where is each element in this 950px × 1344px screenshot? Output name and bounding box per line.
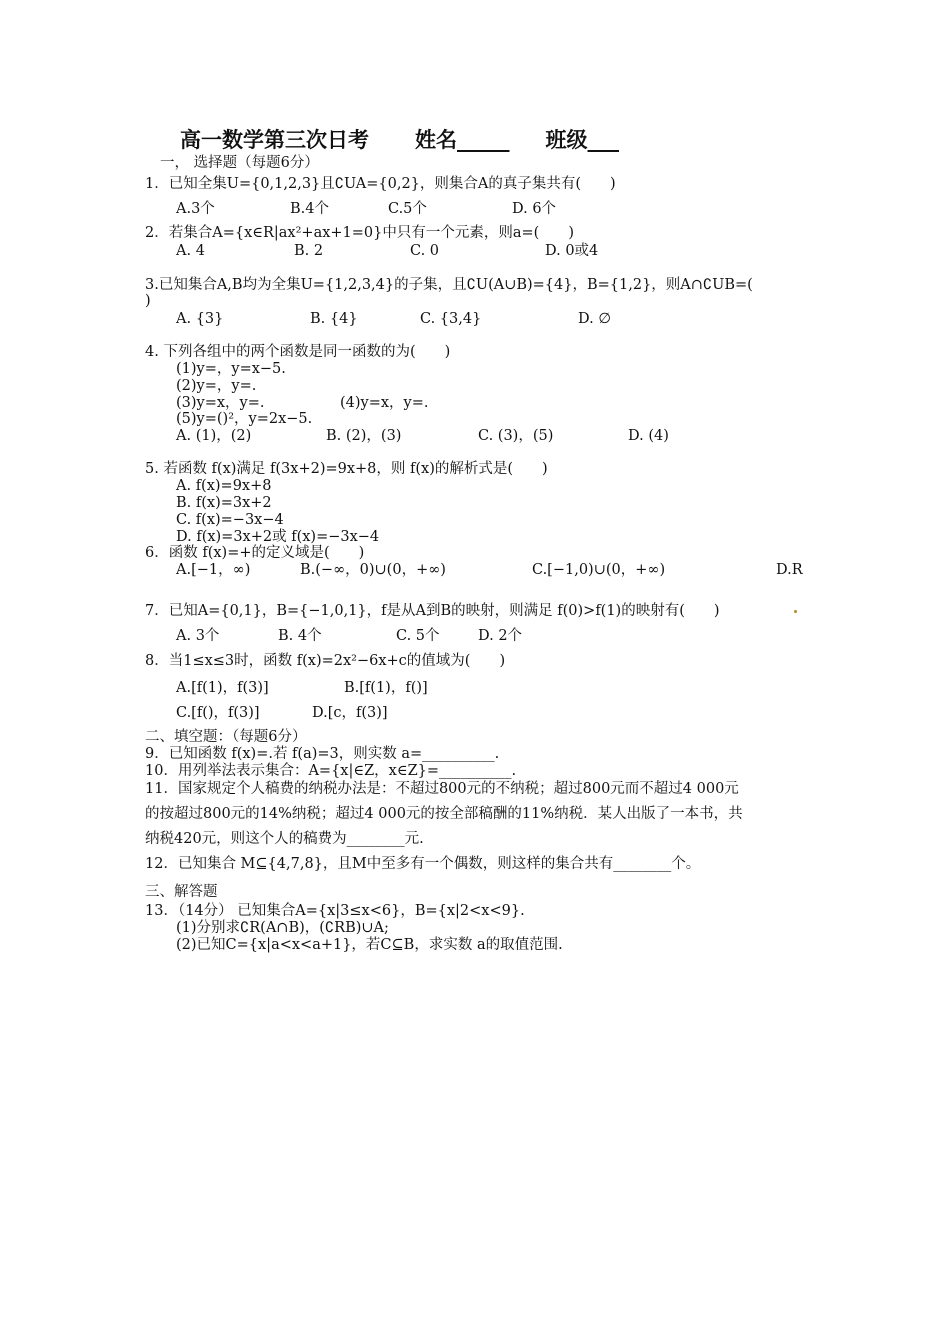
stray-dot-mark (794, 610, 797, 613)
exam-title-text: 高一数学第三次日考 (180, 128, 369, 152)
question-4-option-c: C. (3)，(5) (478, 428, 554, 444)
question-7-option-d: D. 2个 (478, 628, 523, 644)
section-heading-fill: 二、填空题：（每题6分） (145, 729, 307, 745)
question-11-line-3: 纳税420元，则这个人的稿费为________元. (145, 831, 424, 847)
question-2-option-b: B. 2 (294, 243, 324, 259)
question-3-option-d: D. ∅ (578, 311, 611, 327)
question-6-stem: 6．函数 f(x)=+的定义域是( ) (145, 545, 365, 561)
question-5-option-d: D. f(x)=3x+2或 f(x)=−3x−4 (176, 529, 380, 545)
question-2-option-c: C. 0 (410, 243, 440, 259)
question-6-option-d: D.R (776, 562, 803, 578)
question-4-item-5: (5)y=()²，y=2x−5. (176, 411, 313, 427)
name-field-label: 姓名_____ (415, 128, 510, 152)
class-field-label: 班级___ (545, 128, 619, 152)
question-3-option-a: A. {3} (176, 311, 224, 327)
question-5-option-b: B. f(x)=3x+2 (176, 495, 272, 511)
question-1-option-b: B.4个 (290, 201, 329, 217)
question-4-item-2: (2)y=，y=. (176, 378, 257, 394)
question-11-line-2: 的按超过800元的14%纳税；超过4 000元的按全部稿酬的11%纳税．某人出版了一本书，共 (145, 806, 743, 822)
question-6-option-b: B.(−∞，0)∪(0，+∞) (300, 562, 446, 578)
question-2-stem: 2．若集合A={x∈R|ax²+ax+1=0}中只有一个元素，则a=( ) (145, 225, 574, 241)
section-heading-choice: 一， 选择题（每题6分） (160, 155, 319, 171)
question-1-option-c: C.5个 (388, 201, 427, 217)
question-2-option-a: A. 4 (176, 243, 205, 259)
question-4-item-3: (3)y=x，y=. (176, 395, 265, 411)
question-8-option-b: B.[f(1)，f()] (344, 680, 428, 696)
question-7-option-c: C. 5个 (396, 628, 440, 644)
question-4-item-1: (1)y=，y=x−5. (176, 361, 286, 377)
question-1-stem: 1．已知全集U={0,1,2,3}且∁UA={0,2}，则集合A的真子集共有( ) (145, 176, 616, 192)
question-3-stem: 3.已知集合A,B均为全集U={1,2,3,4}的子集，且∁U(A∪B)={4}，B={1,2}，则A∩∁UB=( (145, 277, 753, 293)
exam-title (180, 124, 619, 154)
question-2-option-d: D. 0或4 (545, 243, 599, 259)
question-3-option-b: B. {4} (310, 311, 358, 327)
question-1-option-a: A.3个 (176, 201, 215, 217)
question-3-option-c: C. {3,4} (420, 311, 482, 327)
question-13-part-1: (1)分别求∁R(A∩B)，(∁RB)∪A; (176, 920, 389, 936)
question-8-stem: 8．当1≤x≤3时，函数 f(x)=2x²−6x+c的值域为( ) (145, 653, 506, 669)
question-8-option-a: A.[f(1)，f(3)] (176, 680, 269, 696)
question-1-option-d: D. 6个 (512, 201, 557, 217)
question-4-option-d: D. (4) (628, 428, 669, 444)
question-11-line-1: 11．国家规定个人稿费的纳税办法是：不超过800元的不纳税；超过800元而不超过4 000元 (145, 781, 739, 797)
question-7-option-b: B. 4个 (278, 628, 322, 644)
question-6-option-c: C.[−1,0)∪(0，+∞) (532, 562, 666, 578)
question-8-option-d: D.[c，f(3)] (312, 705, 388, 721)
section-heading-solve: 三、解答题 (145, 884, 218, 900)
question-7-option-a: A. 3个 (176, 628, 220, 644)
question-6-option-a: A.[−1，∞) (176, 562, 251, 578)
question-4-option-a: A. (1)，(2) (176, 428, 252, 444)
question-5-option-c: C. f(x)=−3x−4 (176, 512, 284, 528)
question-5-stem: 5. 若函数 f(x)满足 f(3x+2)=9x+8，则 f(x)的解析式是( ) (145, 461, 548, 477)
question-8-option-c: C.[f()，f(3)] (176, 705, 260, 721)
question-13-part-2: (2)已知C={x|a<x<a+1}，若C⊆B，求实数 a的取值范围. (176, 937, 563, 953)
question-13-stem: 13．（14分） 已知集合A={x|3≤x<6}，B={x|2<x<9}. (145, 903, 525, 919)
question-10: 10．用列举法表示集合：A={x|∈Z，x∈Z}=__________. (145, 763, 517, 779)
question-9: 9．已知函数 f(x)=.若 f(a)=3，则实数 a=__________. (145, 746, 500, 762)
question-7-stem: 7．已知A={0,1}，B={−1,0,1}，f是从A到B的映射，则满足 f(0)>f(1)的映射有( ) (145, 603, 720, 619)
question-4-item-4: (4)y=x，y=. (340, 395, 429, 411)
question-12: 12．已知集合 M⊆{4,7,8}，且M中至多有一个偶数，则这样的集合共有________个。 (145, 856, 701, 872)
question-4-option-b: B. (2)，(3) (326, 428, 402, 444)
question-3-stem-continued: ) (145, 293, 151, 309)
question-5-option-a: A. f(x)=9x+8 (176, 478, 272, 494)
question-4-stem: 4. 下列各组中的两个函数是同一函数的为( ) (145, 344, 451, 360)
